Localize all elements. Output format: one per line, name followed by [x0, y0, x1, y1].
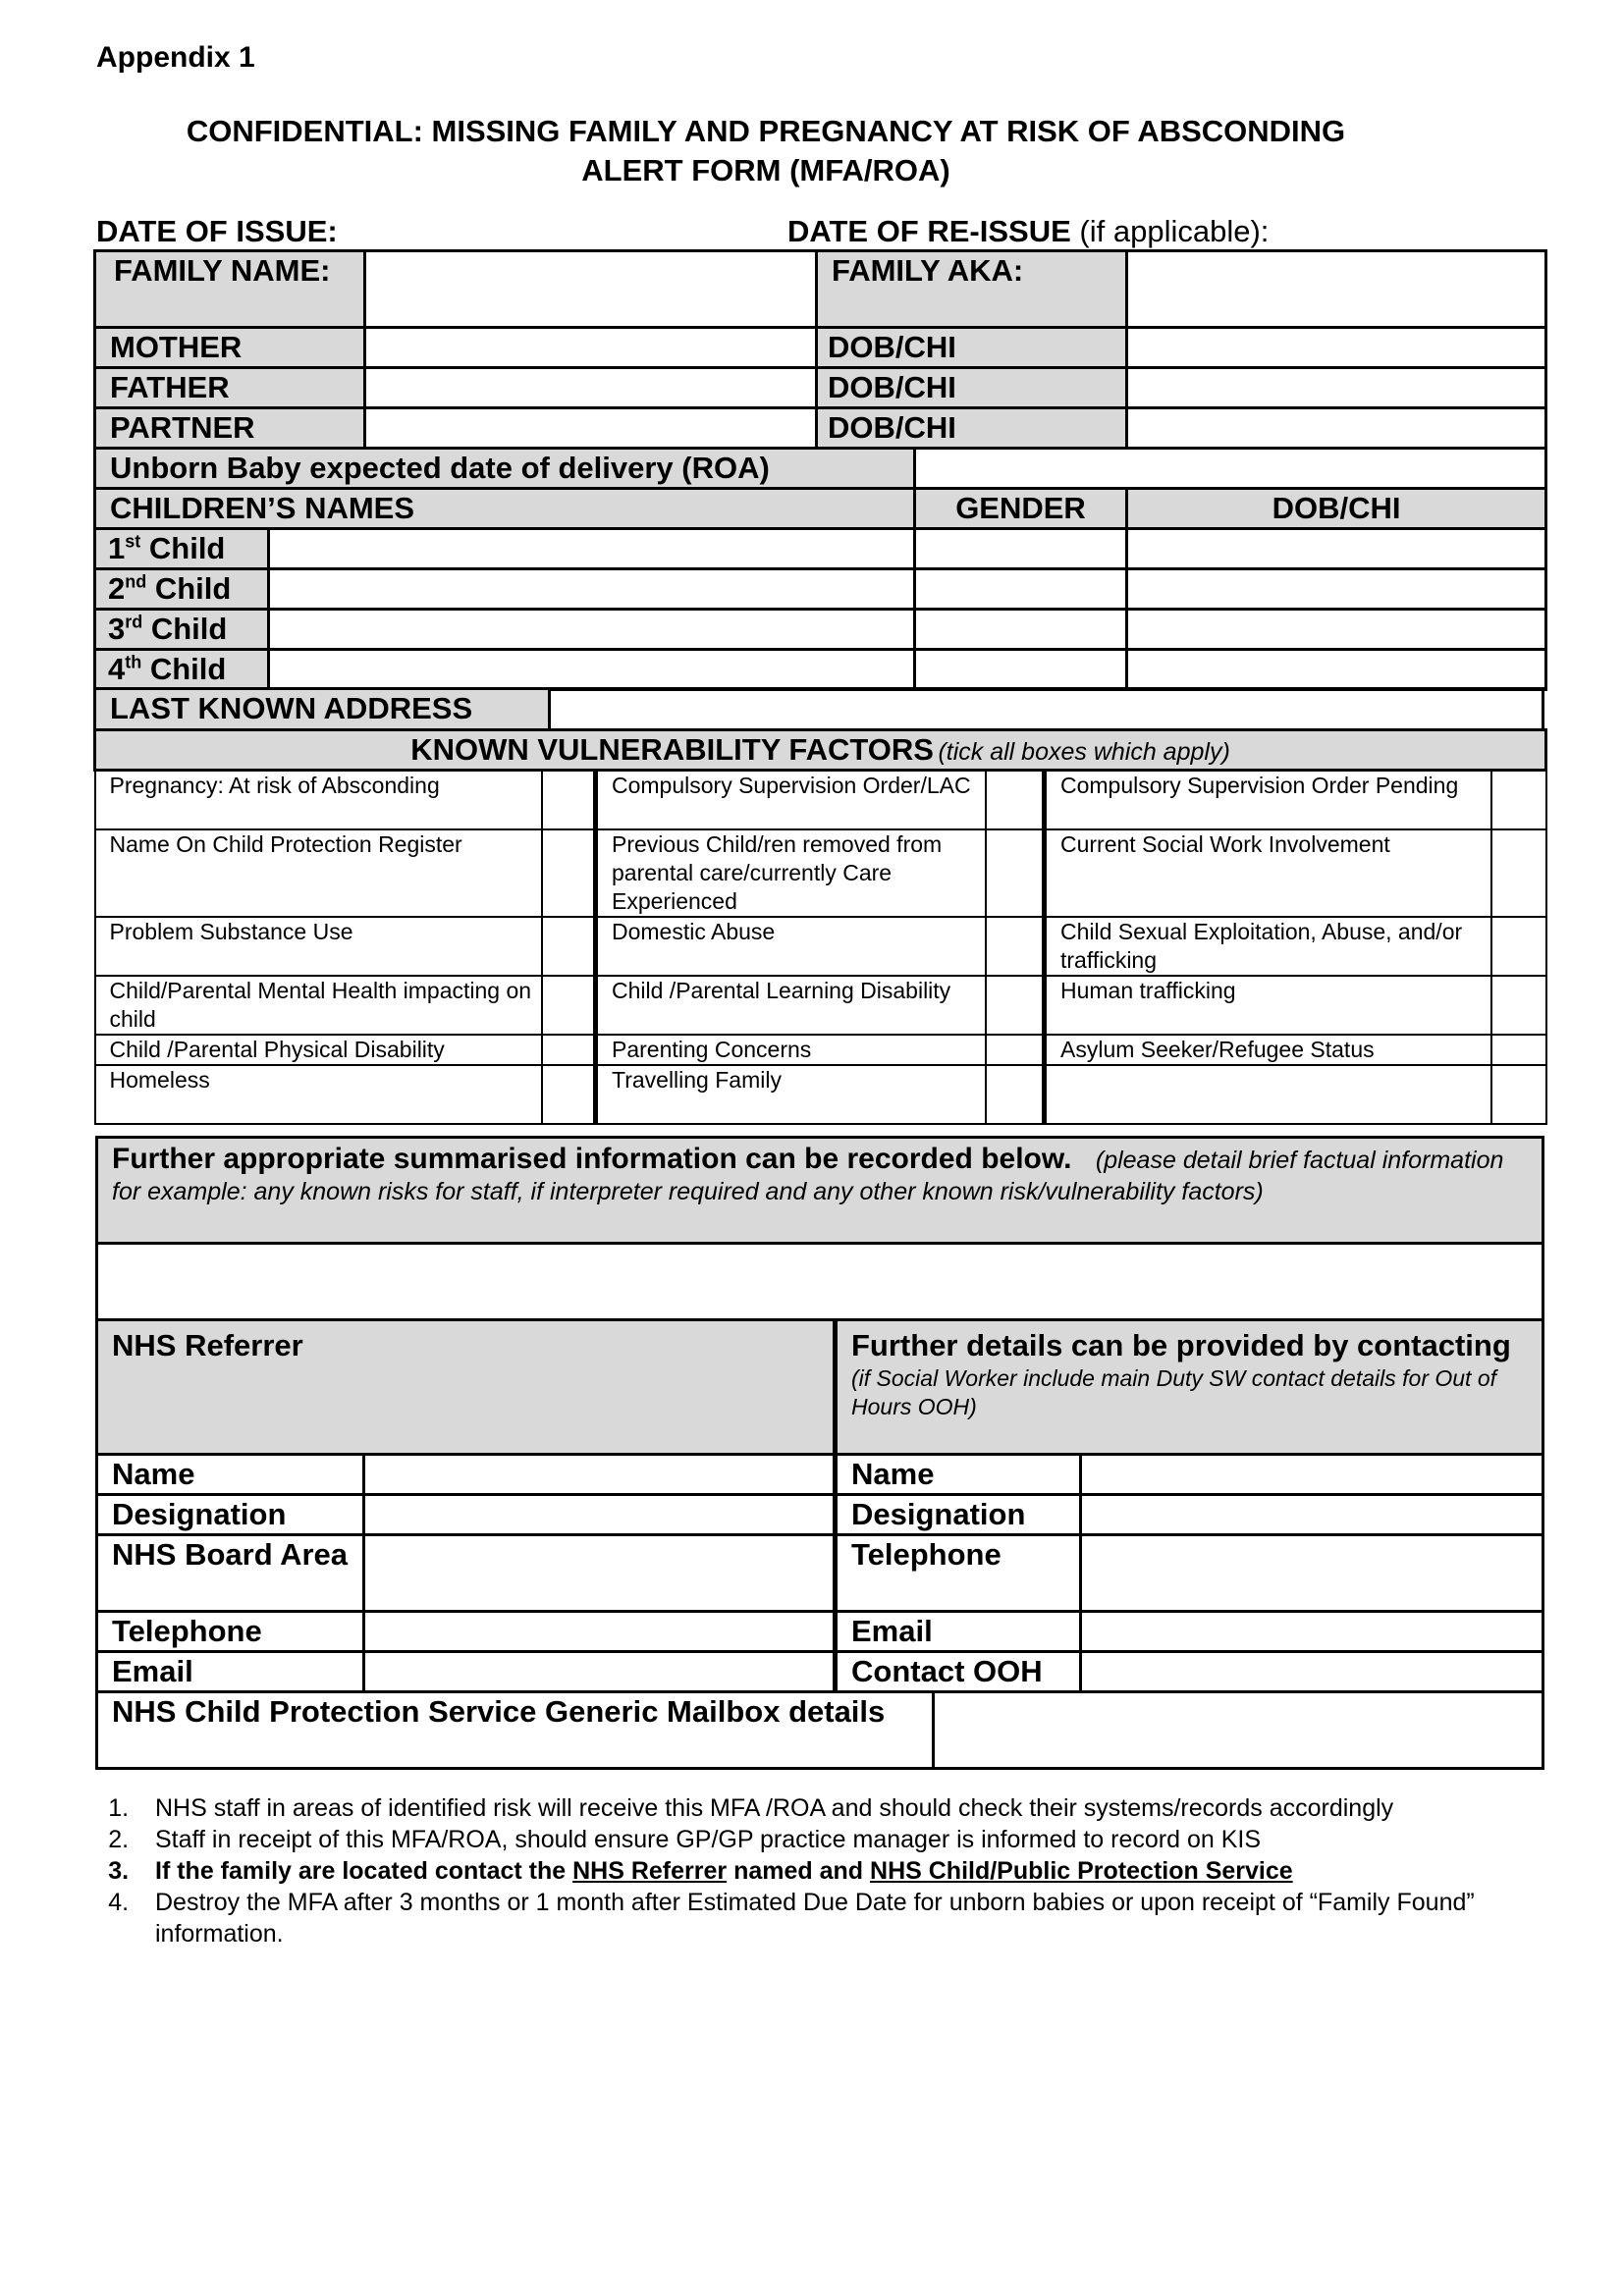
- family-name-label: FAMILY NAME:: [95, 251, 365, 328]
- factor-substance-use: Problem Substance Use: [95, 917, 542, 976]
- footnote-2: 2. Staff in receipt of this MFA/ROA, should ensure GP/GP practice manager is informed to record on KIS: [135, 1824, 1489, 1855]
- contact-email-label: Email: [836, 1612, 1081, 1652]
- vulnerability-row: [95, 1035, 1546, 1065]
- father-dob-field[interactable]: [1127, 368, 1546, 408]
- referrer-telephone-label: Telephone: [97, 1612, 364, 1652]
- child-1-label: 1st Child: [95, 529, 269, 569]
- contact-note: (if Social Worker include main Duty SW contact details for Out of Hours OOH): [851, 1365, 1497, 1419]
- children-dob-header: DOB/CHI: [1127, 489, 1546, 529]
- last-known-address-label: LAST KNOWN ADDRESS: [95, 689, 550, 730]
- referrer-name-label: Name: [97, 1455, 364, 1495]
- further-info-field[interactable]: [97, 1244, 1543, 1320]
- title-line-1: CONFIDENTIAL: MISSING FAMILY AND PREGNANCY AT RISK OF ABSCONDING: [186, 114, 1346, 148]
- tick-box[interactable]: [542, 829, 596, 917]
- vulnerability-title: KNOWN VULNERABILITY FACTORS: [410, 732, 934, 767]
- partner-label: PARTNER: [95, 408, 365, 449]
- child-2-gender-field[interactable]: [915, 569, 1127, 610]
- referrer-telephone-field[interactable]: [364, 1612, 836, 1652]
- factor-domestic-abuse: Domestic Abuse: [596, 917, 986, 976]
- tick-box[interactable]: [542, 917, 596, 976]
- contact-telephone-label: Telephone: [836, 1535, 1081, 1612]
- child-2-name-field[interactable]: [269, 569, 915, 610]
- tick-box[interactable]: [1491, 976, 1546, 1035]
- contact-ooh-label: Contact OOH: [836, 1652, 1081, 1692]
- vulnerability-row: [95, 1065, 1546, 1124]
- factor-cso-pending: Compulsory Supervision Order Pending: [1045, 771, 1491, 829]
- title-line-2: ALERT FORM (MFA/ROA): [581, 153, 950, 187]
- family-aka-label: FAMILY AKA:: [817, 251, 1127, 328]
- contact-name-label: Name: [836, 1455, 1081, 1495]
- referrer-name-field[interactable]: [364, 1455, 836, 1495]
- child-3-name-field[interactable]: [269, 610, 915, 650]
- child-4-label: 4th Child: [95, 650, 269, 690]
- mother-dob-field[interactable]: [1127, 328, 1546, 368]
- date-of-issue-label: DATE OF ISSUE:: [96, 214, 338, 248]
- vulnerability-row: [95, 771, 1546, 829]
- factor-blank: [1045, 1065, 1491, 1124]
- child-row: [95, 569, 1546, 610]
- mother-dob-label: DOB/CHI: [817, 328, 1127, 368]
- date-of-reissue-note: (if applicable):: [1079, 214, 1270, 248]
- tick-box[interactable]: [986, 917, 1045, 976]
- referrer-nhs-board-field[interactable]: [364, 1535, 836, 1612]
- child-row: [95, 650, 1546, 690]
- unborn-baby-label: Unborn Baby expected date of delivery (ROA): [95, 449, 915, 489]
- factor-homeless: Homeless: [95, 1065, 542, 1124]
- contact-name-field[interactable]: [1081, 1455, 1543, 1495]
- child-row: [95, 529, 1546, 569]
- child-4-gender-field[interactable]: [915, 650, 1127, 690]
- unborn-baby-field[interactable]: [915, 449, 1546, 489]
- date-of-reissue-label: [787, 214, 1269, 249]
- contact-header: [836, 1320, 1543, 1455]
- factor-social-work-involvement: Current Social Work Involvement: [1045, 829, 1491, 917]
- factor-parenting-concerns: Parenting Concerns: [596, 1035, 986, 1065]
- footnote-4: 4. Destroy the MFA after 3 months or 1 month after Estimated Due Date for unborn babies or upon receipt of “Family Found” information.: [135, 1887, 1489, 1949]
- father-field[interactable]: [365, 368, 817, 408]
- father-label: FATHER: [95, 368, 365, 408]
- nhs-referrer-header: NHS Referrer: [97, 1320, 836, 1455]
- footnote-1: 1. NHS staff in areas of identified risk will receive this MFA /ROA and should check their systems/records accordingly: [135, 1792, 1489, 1824]
- factor-human-trafficking: Human trafficking: [1045, 976, 1491, 1035]
- partner-field[interactable]: [365, 408, 817, 449]
- child-1-name-field[interactable]: [269, 529, 915, 569]
- footnote-3: 3. If the family are located contact the NHS Referrer named and NHS Child/Public Protection Service: [135, 1855, 1489, 1887]
- mother-label: MOTHER: [95, 328, 365, 368]
- child-3-label: 3rd Child: [95, 610, 269, 650]
- tick-box[interactable]: [986, 829, 1045, 917]
- contact-telephone-field[interactable]: [1081, 1535, 1543, 1612]
- vulnerability-factors-table: [93, 728, 1547, 1125]
- child-2-label: 2nd Child: [95, 569, 269, 610]
- further-info-note: (please detail brief factual information for example: any known risks for staff, if interpreter required and any other known risk/vulnerability factors): [112, 1147, 1504, 1205]
- appendix-label: Appendix 1: [96, 41, 255, 74]
- factor-asylum-seeker: Asylum Seeker/Refugee Status: [1045, 1035, 1491, 1065]
- child-1-dob-field[interactable]: [1127, 529, 1546, 569]
- factor-child-protection-register: Name On Child Protection Register: [95, 829, 542, 917]
- tick-box[interactable]: [1491, 917, 1546, 976]
- child-3-dob-field[interactable]: [1127, 610, 1546, 650]
- gender-header: GENDER: [915, 489, 1127, 529]
- vulnerability-header: [95, 730, 1546, 771]
- family-details-table: [93, 249, 1547, 691]
- family-name-field[interactable]: [365, 251, 817, 328]
- referrer-email-field[interactable]: [364, 1652, 836, 1692]
- tick-box[interactable]: [986, 976, 1045, 1035]
- factor-learning-disability: Child /Parental Learning Disability: [596, 976, 986, 1035]
- contact-email-field[interactable]: [1081, 1612, 1543, 1652]
- child-3-gender-field[interactable]: [915, 610, 1127, 650]
- tick-box[interactable]: [542, 771, 596, 829]
- tick-box[interactable]: [542, 1065, 596, 1124]
- factor-mental-health: Child/Parental Mental Health impacting on child: [95, 976, 542, 1035]
- factor-child-sexual-exploitation: Child Sexual Exploitation, Abuse, and/or trafficking: [1045, 917, 1491, 976]
- tick-box[interactable]: [542, 976, 596, 1035]
- father-dob-label: DOB/CHI: [817, 368, 1127, 408]
- mother-field[interactable]: [365, 328, 817, 368]
- further-info-title: Further appropriate summarised information can be recorded below.: [112, 1143, 1072, 1175]
- factor-physical-disability: Child /Parental Physical Disability: [95, 1035, 542, 1065]
- child-2-dob-field[interactable]: [1127, 569, 1546, 610]
- vulnerability-note: (tick all boxes which apply): [938, 738, 1230, 766]
- date-of-reissue-text: DATE OF RE-ISSUE: [787, 214, 1071, 248]
- contact-ooh-field[interactable]: [1081, 1652, 1543, 1692]
- child-4-name-field[interactable]: [269, 650, 915, 690]
- referrer-email-label: Email: [97, 1652, 364, 1692]
- child-1-gender-field[interactable]: [915, 529, 1127, 569]
- contact-designation-label: Designation: [836, 1495, 1081, 1535]
- childrens-names-header: CHILDREN’S NAMES: [95, 489, 915, 529]
- partner-dob-label: DOB/CHI: [817, 408, 1127, 449]
- tick-box[interactable]: [986, 1035, 1045, 1065]
- tick-box[interactable]: [1491, 829, 1546, 917]
- further-info-table: [95, 1136, 1544, 1770]
- referrer-nhs-board-label: NHS Board Area: [97, 1535, 364, 1612]
- contact-designation-field[interactable]: [1081, 1495, 1543, 1535]
- further-info-header: [97, 1138, 1543, 1244]
- family-aka-field[interactable]: [1127, 251, 1546, 328]
- factor-compulsory-supervision-order: Compulsory Supervision Order/LAC: [596, 771, 986, 829]
- tick-box[interactable]: [1491, 771, 1546, 829]
- vulnerability-row: [95, 976, 1546, 1035]
- mailbox-label: NHS Child Protection Service Generic Mailbox details: [97, 1692, 934, 1769]
- nhs-referrer-link: NHS Referrer: [572, 1857, 728, 1885]
- referrer-designation-field[interactable]: [364, 1495, 836, 1535]
- tick-box[interactable]: [1491, 1065, 1546, 1124]
- factor-travelling-family: Travelling Family: [596, 1065, 986, 1124]
- mailbox-field[interactable]: [934, 1692, 1543, 1769]
- partner-dob-field[interactable]: [1127, 408, 1546, 449]
- referrer-designation-label: Designation: [97, 1495, 364, 1535]
- tick-box[interactable]: [986, 1065, 1045, 1124]
- factor-previous-children-removed: Previous Child/ren removed from parental care/currently Care Experienced: [596, 829, 986, 917]
- address-table: [93, 687, 1544, 731]
- child-4-dob-field[interactable]: [1127, 650, 1546, 690]
- vulnerability-row: [95, 917, 1546, 976]
- footnotes: [84, 1792, 1489, 1949]
- tick-box[interactable]: [986, 771, 1045, 829]
- nhs-protection-service-link: NHS Child/Public Protection Service: [870, 1857, 1293, 1885]
- contact-title: Further details can be provided by contacting: [851, 1328, 1511, 1362]
- last-known-address-field[interactable]: [550, 689, 1543, 730]
- tick-box[interactable]: [1491, 1035, 1546, 1065]
- child-row: [95, 610, 1546, 650]
- form-title: [0, 112, 1532, 190]
- factor-pregnancy-at-risk: Pregnancy: At risk of Absconding: [95, 771, 542, 829]
- vulnerability-row: [95, 829, 1546, 917]
- tick-box[interactable]: [542, 1035, 596, 1065]
